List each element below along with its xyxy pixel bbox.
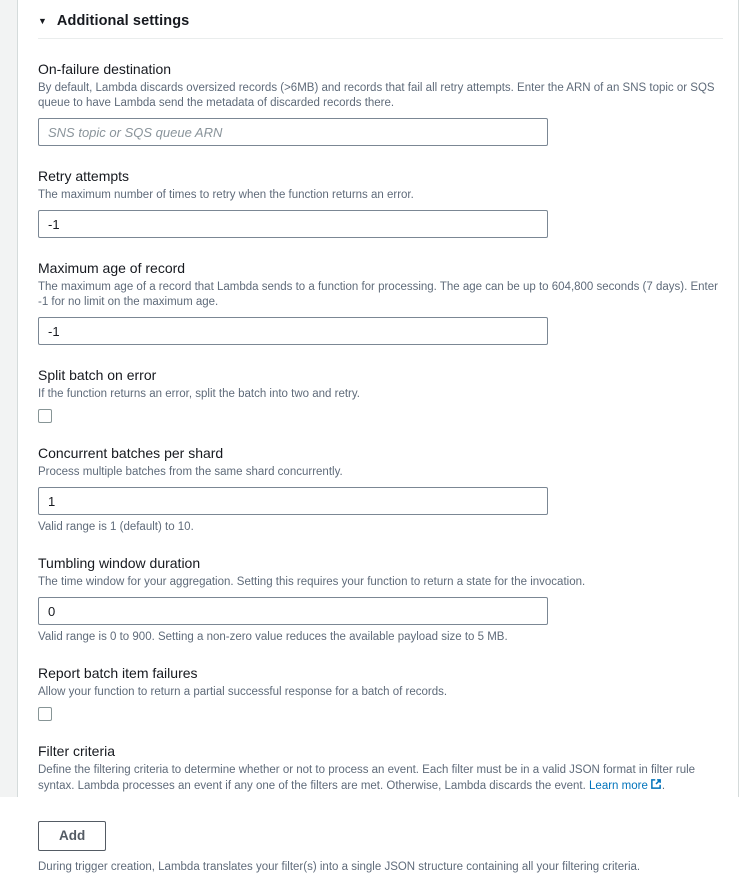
page-gutter	[0, 0, 18, 797]
field-label: Report batch item failures	[38, 665, 198, 681]
field-label: Maximum age of record	[38, 260, 186, 276]
concurrent-batches-per-shard-input[interactable]	[38, 487, 548, 515]
filter-criteria-description-text: Define the filtering criteria to determine whether or not to process an event. Each filter must be in a valid JSON format in filter rule syntax. Lambda processes an event if any one of the filters are met. Otherwise, Lambda discards the event.	[38, 764, 696, 792]
field-on-failure-destination	[38, 60, 723, 146]
field-label: Retry attempts	[38, 168, 130, 184]
field-constraint: Valid range is 1 (default) to 10.	[38, 521, 194, 533]
field-label: Tumbling window duration	[38, 555, 201, 571]
field-retry-attempts	[38, 167, 723, 238]
field-description: By default, Lambda discards oversized records (>6MB) and records that fail all retry attempts. Enter the ARN of an SNS topic or SQS queue to have Lambda send the metadata of discarded records there.	[38, 82, 715, 109]
additional-settings-expander[interactable]	[38, 0, 723, 29]
caret-down-icon: ▼	[38, 16, 47, 26]
tumbling-window-duration-input[interactable]	[38, 597, 548, 625]
field-tumbling-window-duration	[38, 554, 723, 643]
field-description: If the function returns an error, split the batch into two and retry.	[38, 388, 360, 400]
field-description	[38, 763, 723, 795]
field-label: Split batch on error	[38, 367, 157, 383]
split-batch-on-error-checkbox[interactable]	[38, 409, 52, 423]
sentence-period: .	[661, 780, 666, 792]
field-maximum-age-of-record	[38, 259, 723, 345]
field-description: The maximum age of a record that Lambda sends to a function for processing. The age can be up to 604,800 seconds (7 days). Enter -1 for no limit on the maximum age.	[38, 281, 718, 308]
field-description: The time window for your aggregation. Setting this requires your function to return a state for the invocation.	[38, 576, 586, 588]
field-description: Process multiple batches from the same shard concurrently.	[38, 466, 343, 478]
field-description: Allow your function to return a partial successful response for a batch of records.	[38, 686, 448, 698]
maximum-age-of-record-input[interactable]	[38, 317, 548, 345]
field-filter-criteria	[38, 742, 723, 873]
field-constraint: Valid range is 0 to 900. Setting a non-zero value reduces the available payload size to 5 MB.	[38, 631, 508, 643]
external-link-icon	[650, 778, 662, 795]
retry-attempts-input[interactable]	[38, 210, 548, 238]
add-filter-button[interactable]: Add	[38, 821, 106, 851]
learn-more-link[interactable]: Learn more	[589, 780, 662, 792]
on-failure-destination-input[interactable]	[38, 118, 548, 146]
field-label: Filter criteria	[38, 743, 116, 759]
report-batch-item-failures-checkbox[interactable]	[38, 707, 52, 721]
field-label: Concurrent batches per shard	[38, 445, 224, 461]
field-report-batch-item-failures	[38, 664, 723, 721]
field-split-batch-on-error	[38, 366, 723, 423]
section-divider	[38, 38, 723, 39]
field-description: The maximum number of times to retry when the function returns an error.	[38, 189, 414, 201]
field-label: On-failure destination	[38, 61, 172, 77]
panel-right-border	[738, 0, 739, 797]
additional-settings-section	[38, 0, 723, 873]
section-title: Additional settings	[56, 13, 190, 29]
field-concurrent-batches-per-shard	[38, 444, 723, 533]
filter-criteria-footnote: During trigger creation, Lambda translates your filter(s) into a single JSON structure containing all your filtering criteria.	[38, 861, 641, 873]
